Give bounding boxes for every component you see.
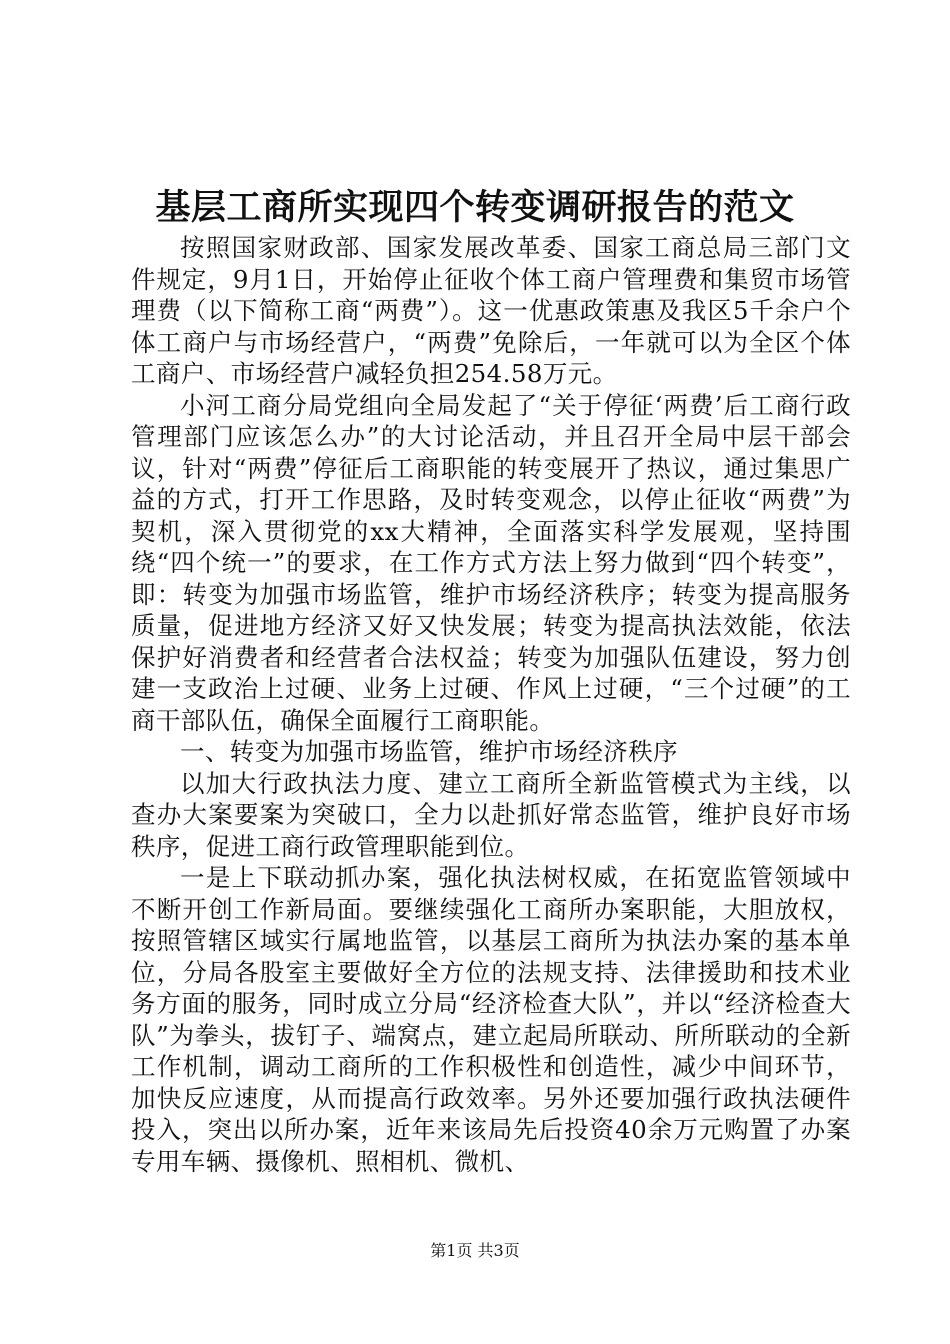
section-heading-1: 一、转变为加强市场监管，维护市场经济秩序 (180, 737, 678, 766)
paragraph-section-1-summary: 以加大行政执法力度、建立工商所全新监管模式为主线，以查办大案要案为突破口，全力以赴抓好常态监管，维护良好市场秩序，促进工商行政管理职能到位。 (131, 768, 851, 861)
paragraph-intro: 按照国家财政部、国家发展改革委、国家工商总局三部门文件规定，9月1日，开始停止征收个体工商户管理费和集贸市场管理费（以下简称工商“两费”）。这一优惠政策惠及我区5千余户个体工商户与市场经营户，“两费”免除后，一年就可以为全区个体工商户、市场经营户减轻负担254.58万元。 (131, 233, 851, 388)
page-footer: 第1页 共3页 (430, 1241, 520, 1260)
document-body (131, 232, 851, 1177)
paragraph-discussion: 小河工商分局党组向全局发起了“关于停征‘两费’后工商行政管理部门应该怎么办”的大讨论活动，并且召开全局中层干部会议，针对“两费”停征后工商职能的转变展开了热议，通过集思广益的方式，打开工作思路，及时转变观念，以停止征收“两费”为契机，深入贯彻党的xx大精神，全面落实科学发展观，坚持围绕“四个统一”的要求，在工作方式方法上努力做到“四个转变”，即：转变为加强市场监管，维护市场经济秩序；转变为提高服务质量，促进地方经济又好又快发展；转变为提高执法效能，依法保护好消费者和经营者合法权益；转变为加强队伍建设，努力创建一支政治上过硬、业务上过硬、作风上过硬，“三个过硬”的工商干部队伍，确保全面履行工商职能。 (131, 390, 851, 735)
paragraph-enforcement: 一是上下联动抓办案，强化执法树权威，在拓宽监管领域中不断开创工作新局面。要继续强化工商所办案职能，大胆放权，按照管辖区域实行属地监管，以基层工商所为执法办案的基本单位，分局各股室主要做好全方位的法规支持、法律援助和技术业务方面的服务，同时成立分局“经济检查大队”，并以“经济检查大队”为拳头，拔钉子、端窝点，建立起局所联动、所所联动的全新工作机制，调动工商所的工作积极性和创造性，减少中间环节，加快反应速度，从而提高行政效率。另外还要加强行政执法硬件投入，突出以所办案，近年来该局先后投资40余万元购置了办案专用车辆、摄像机、照相机、微机、 (131, 863, 851, 1176)
document-title: 基层工商所实现四个转变调研报告的范文 (155, 187, 795, 228)
